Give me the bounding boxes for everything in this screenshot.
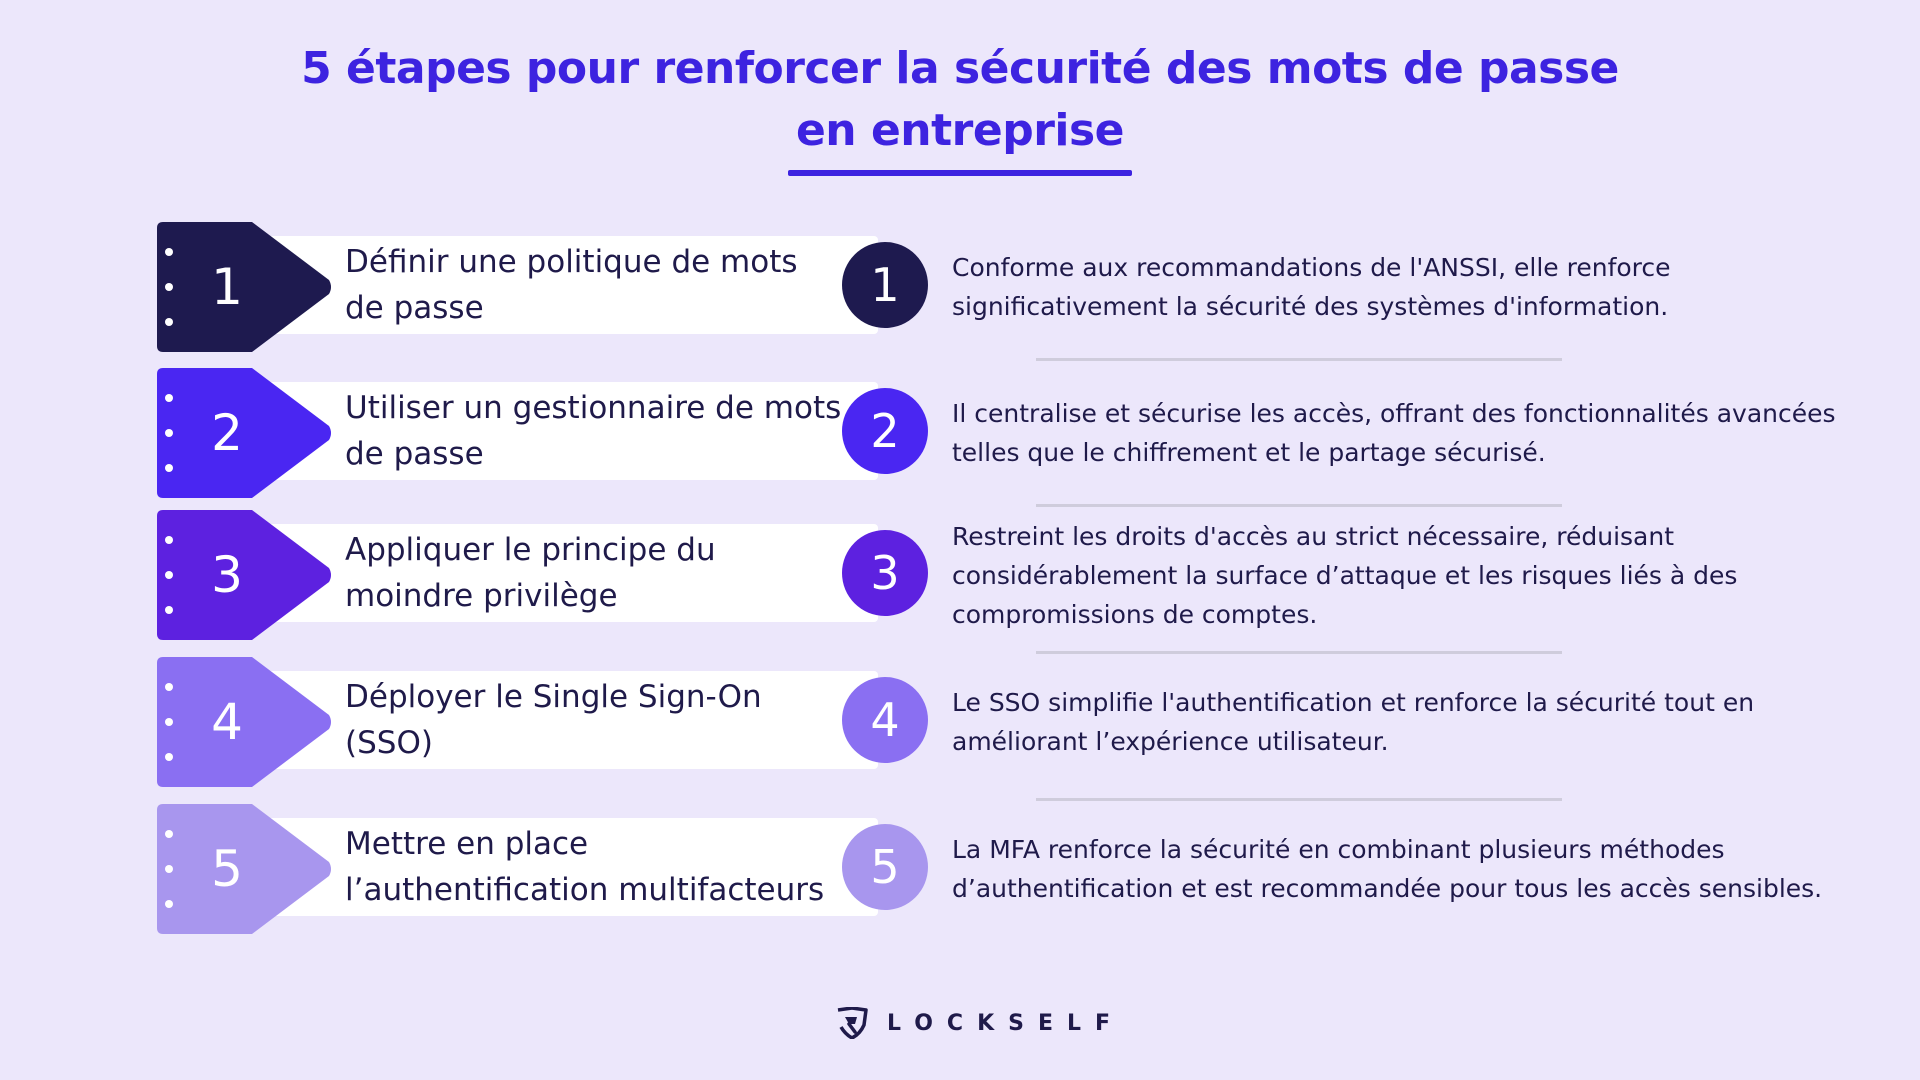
- step-tag: [157, 222, 332, 352]
- step-label: Utiliser un gestionnaire de mots de passe: [345, 390, 842, 472]
- page-title-line-1: 5 étapes pour renforcer la sécurité des mots de passe: [301, 43, 1619, 94]
- page-title: [0, 38, 1920, 162]
- step-circle-number: 1: [870, 258, 900, 312]
- step-tag: [157, 657, 332, 787]
- step-4: [0, 657, 1920, 787]
- step-circle-number: 2: [870, 404, 900, 458]
- step-5: [0, 804, 1920, 934]
- step-tag: [157, 368, 332, 498]
- step-label: Mettre en place l’authentification multifacteurs: [345, 826, 825, 908]
- divider: [1036, 504, 1562, 507]
- step-circle-number: 3: [870, 546, 900, 600]
- step-tag-number: 5: [211, 840, 243, 898]
- title-underline: [788, 170, 1132, 176]
- step-tag: [157, 804, 332, 934]
- step-label: Déployer le Single Sign-On (SSO): [345, 679, 762, 761]
- step-number-circle: [842, 677, 928, 763]
- lockself-logo: [835, 1003, 1124, 1043]
- step-2: [0, 368, 1920, 498]
- step-tag: [157, 510, 332, 640]
- step-number-circle: [842, 242, 928, 328]
- step-3: [0, 510, 1920, 640]
- step-circle-number: 4: [870, 693, 900, 747]
- page-title-line-2: en entreprise: [795, 105, 1125, 156]
- step-description: Le SSO simplifie l'authentification et renforce la sécurité tout en améliorant l’expérience utilisateur.: [952, 688, 1755, 756]
- step-1: [0, 222, 1920, 352]
- logo-text: LOCKSELF: [887, 1010, 1125, 1036]
- divider: [1036, 358, 1562, 361]
- step-description: Restreint les droits d'accès au strict nécessaire, réduisant considérablement la surface d’attaque et les risques liés à des compromissions de comptes.: [952, 521, 1738, 629]
- step-number-circle: [842, 530, 928, 616]
- step-description: La MFA renforce la sécurité en combinant plusieurs méthodes d’authentification et est recommandée pour tous les accès sensibles.: [952, 835, 1823, 903]
- step-label: Définir une politique de mots de passe: [345, 244, 798, 326]
- step-tag-number: 4: [211, 693, 243, 751]
- step-description: Il centralise et sécurise les accès, offrant des fonctionnalités avancées telles que le chiffrement et le partage sécurisé.: [952, 399, 1836, 467]
- step-tag-number: 1: [211, 258, 243, 316]
- step-number-circle: [842, 388, 928, 474]
- step-description: Conforme aux recommandations de l'ANSSI, elle renforce significativement la sécurité des systèmes d'information.: [952, 253, 1671, 321]
- divider: [1036, 651, 1562, 654]
- step-tag-number: 2: [211, 404, 243, 462]
- step-circle-number: 5: [870, 840, 900, 894]
- step-label: Appliquer le principe du moindre privilège: [345, 532, 716, 614]
- divider: [1036, 798, 1562, 801]
- step-number-circle: [842, 824, 928, 910]
- step-tag-number: 3: [211, 546, 243, 604]
- lockself-shield-icon: [835, 1007, 869, 1039]
